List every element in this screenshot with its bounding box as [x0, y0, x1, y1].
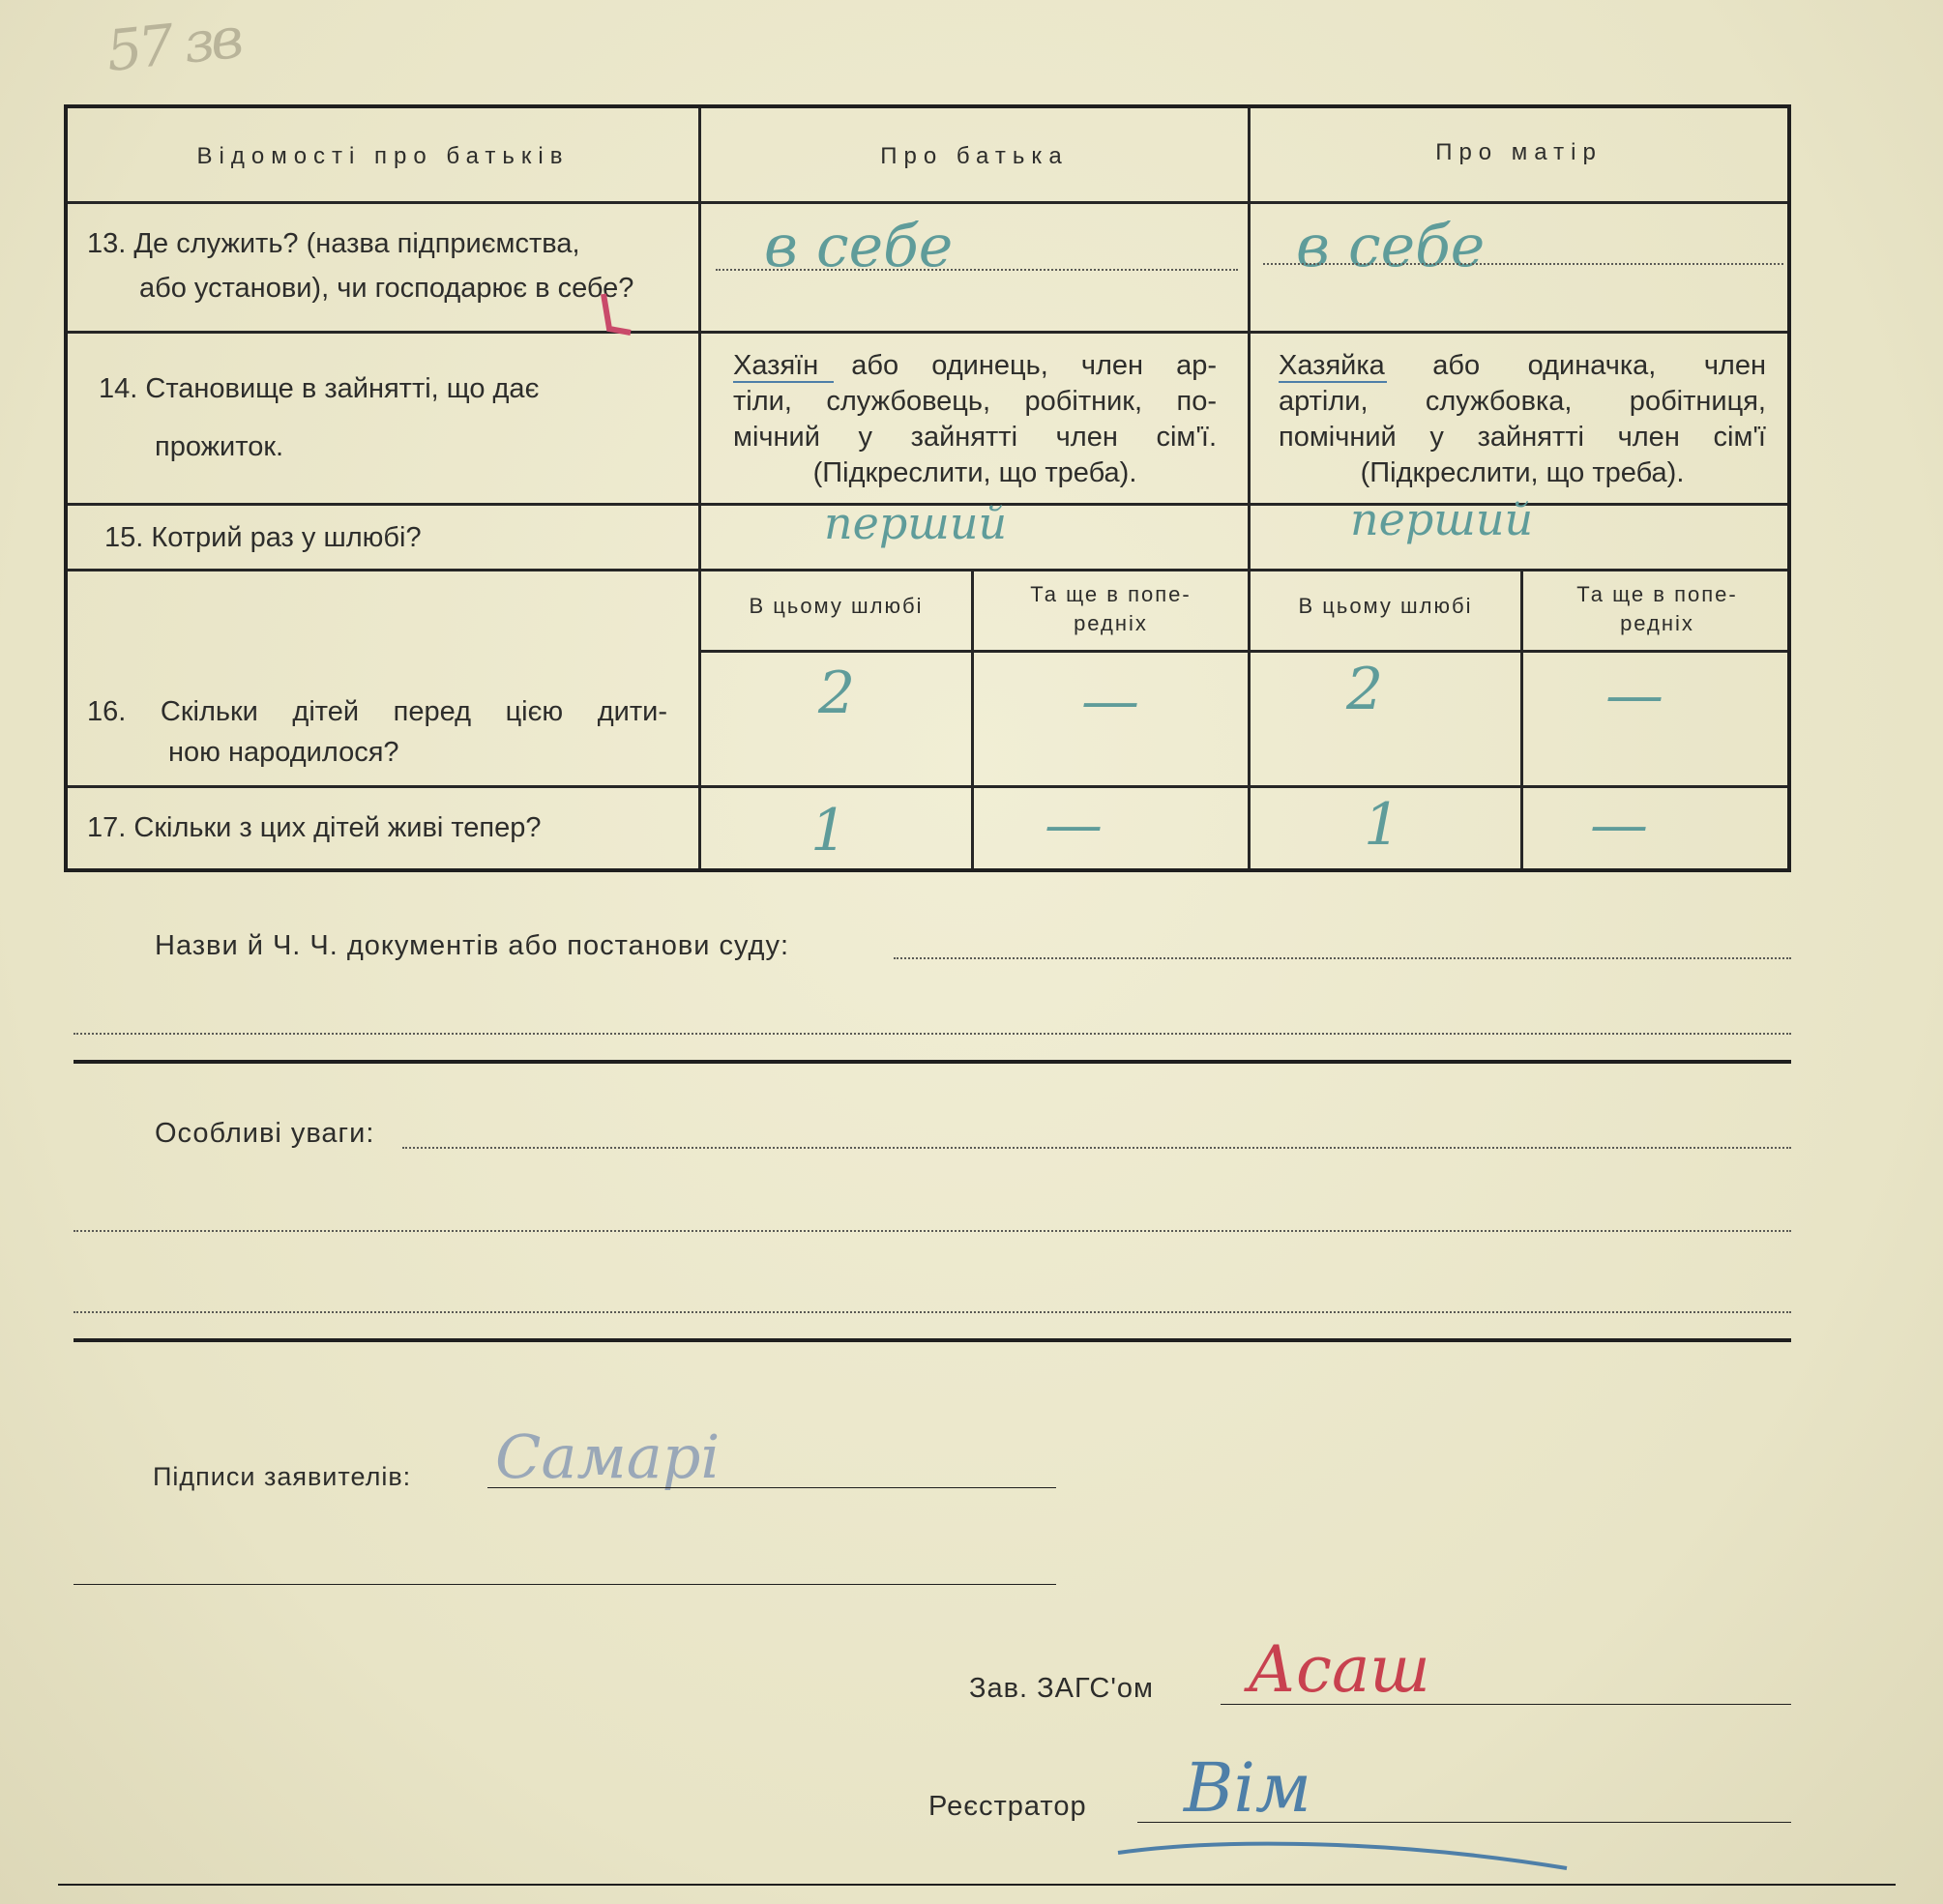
father-children-alive-previous: — — [1045, 791, 1103, 859]
header-parents-info: Відомості про батьків — [196, 143, 570, 169]
father-workplace-line — [716, 269, 1238, 271]
father-marriage-count: перший — [824, 497, 1008, 549]
header-mother: Про матір — [1435, 139, 1603, 165]
father-occupation-options — [733, 348, 1217, 491]
q14-line2: прожиток. — [155, 431, 284, 462]
q16-line1: 16. Скільки дітей перед цією дити- — [87, 696, 667, 727]
zags-head-signature-line — [1221, 1704, 1791, 1705]
row-divider-13 — [68, 331, 1787, 334]
q14-line1: 14. Становище в зайнятті, що дає — [99, 373, 540, 404]
red-pencil-mark — [590, 290, 648, 348]
applicant-signature-line-2 — [74, 1584, 1056, 1585]
subheader-divider — [700, 650, 1787, 653]
mother-workplace-line — [1263, 263, 1783, 265]
q13-line2: або установи), чи господарює в себе? — [139, 273, 634, 304]
registrar-signature: Вім — [1184, 1748, 1311, 1828]
page-bottom-line — [58, 1884, 1896, 1886]
q13-line1: 13. Де служить? (назва підприємства, — [87, 228, 580, 259]
father-children-this: 2 — [818, 659, 856, 727]
registrar-label: Реєстратор — [928, 1791, 1087, 1822]
q17: 17. Скільки з цих дітей живі тепер? — [87, 812, 542, 843]
remarks-line-1 — [402, 1147, 1791, 1149]
documents-line-2 — [74, 1033, 1791, 1035]
q16-line2: ною народилося? — [168, 737, 399, 768]
father-occupation-line: тіли, службовець, робітник, по- — [733, 386, 1217, 417]
documents-separator — [74, 1060, 1791, 1064]
father-occupation-note: (Підкреслити, що треба). — [812, 457, 1137, 488]
mother-children-previous: — — [1605, 661, 1663, 729]
documents-line-1 — [894, 957, 1791, 959]
mother-workplace: в себе — [1296, 213, 1486, 280]
father-occupation-line: Хазяїн або одинець, член ар- — [733, 350, 1217, 381]
mother-marriage-count: перший — [1350, 493, 1534, 545]
header-divider — [68, 201, 1787, 204]
father-sub-previous-line2: редніх — [1074, 611, 1148, 635]
mother-sub-previous — [1523, 580, 1791, 638]
mother-occupation-line: артіли, службовка, робітниця, — [1279, 386, 1766, 417]
row-divider-15 — [68, 569, 1787, 571]
col-divider-2 — [1248, 108, 1251, 868]
father-children-previous: — — [1081, 667, 1139, 735]
remarks-separator — [74, 1338, 1791, 1342]
mother-occupation-line: помічний у зайнятті член сім'ї — [1279, 422, 1766, 453]
father-occupation-underline — [733, 381, 834, 383]
remarks-label: Особливі уваги: — [155, 1118, 375, 1149]
row-divider-16 — [68, 785, 1787, 788]
mother-children-alive-previous: — — [1590, 791, 1648, 859]
father-sub-previous-line1: Та ще в попе- — [1030, 582, 1192, 606]
mother-occupation-line: Хазяйка або одиначка, член — [1279, 350, 1766, 381]
mother-sub-this-marriage: В цьому шлюбі — [1298, 594, 1473, 618]
mother-occupation-options — [1279, 348, 1766, 491]
page-number: 57 зв — [103, 4, 243, 85]
mother-sub-previous-line2: редніх — [1620, 611, 1694, 635]
q15: 15. Котрий раз у шлюбі? — [104, 522, 422, 553]
remarks-line-3 — [74, 1311, 1791, 1313]
mother-sub-previous-line1: Та ще в попе- — [1576, 582, 1738, 606]
remarks-line-2 — [74, 1230, 1791, 1232]
father-occupation-line: мічний у зайнятті член сім'ї. — [733, 422, 1217, 453]
signatures-label: Підписи заявителів: — [153, 1462, 412, 1491]
zags-head-signature: Асаш — [1248, 1632, 1430, 1707]
father-children-alive-this: 1 — [810, 797, 848, 864]
mother-children-alive-this: 1 — [1364, 791, 1401, 859]
father-sub-this-marriage: В цьому шлюбі — [749, 594, 924, 618]
registrar-signature-line — [1137, 1822, 1791, 1823]
header-father: Про батька — [880, 143, 1069, 169]
parents-info-table — [64, 104, 1791, 872]
applicant-signature: Самарі — [495, 1421, 721, 1492]
documents-label: Назви й Ч. Ч. документів або постанови суду: — [155, 930, 790, 961]
applicant-signature-line — [487, 1487, 1056, 1488]
col-divider-1 — [698, 108, 701, 868]
mother-children-this: 2 — [1346, 656, 1384, 723]
zags-head-label: Зав. ЗАГС'ом — [969, 1673, 1154, 1704]
mother-occupation-underline — [1279, 381, 1387, 383]
registrar-signature-flourish — [1112, 1828, 1576, 1876]
father-sub-previous — [974, 580, 1248, 638]
mother-occupation-note: (Підкреслити, що треба). — [1360, 457, 1685, 488]
father-workplace: в себе — [764, 213, 954, 280]
